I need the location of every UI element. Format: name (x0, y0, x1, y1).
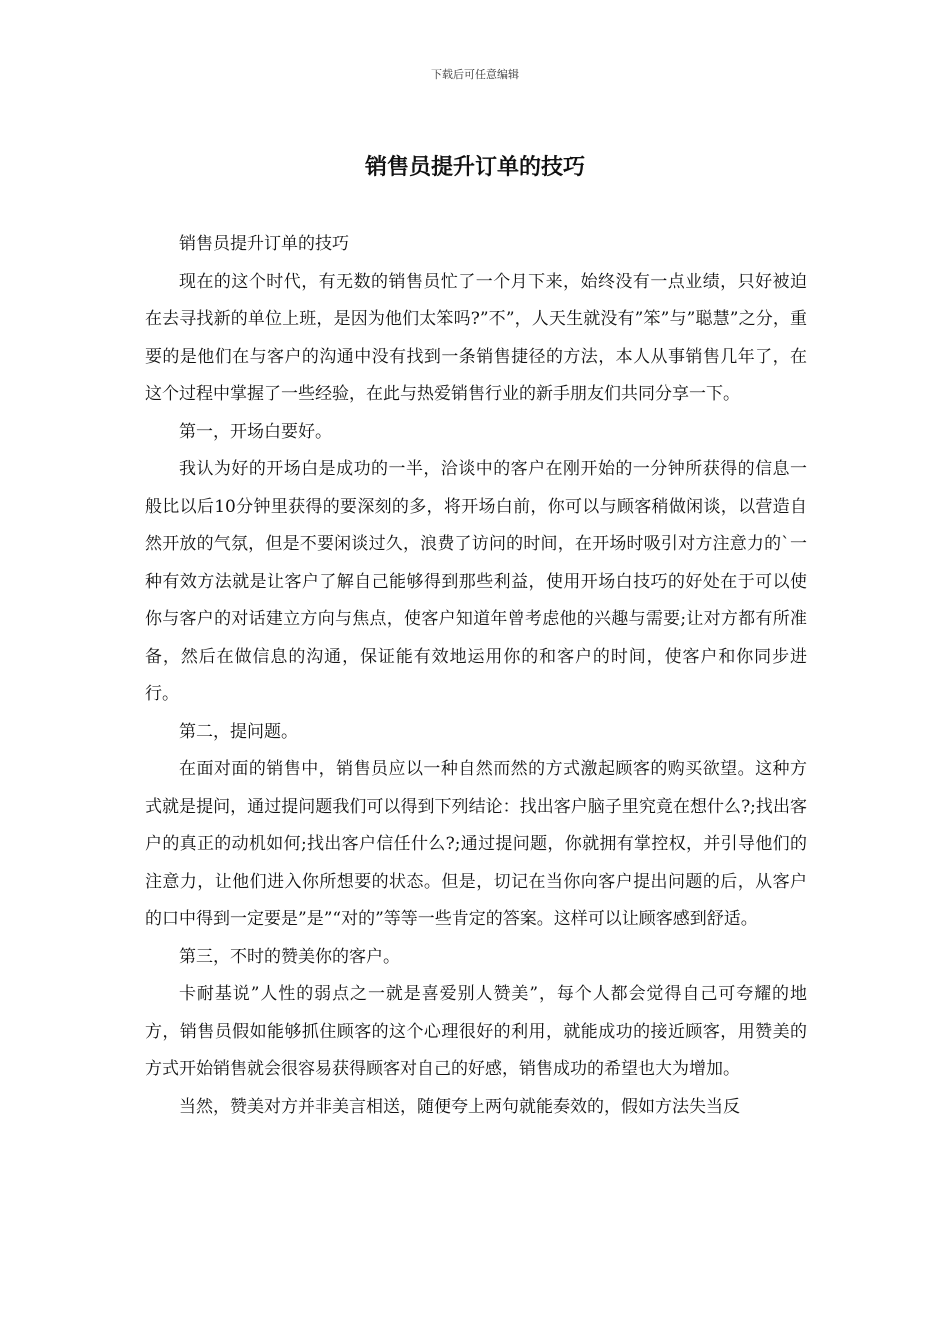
page-title: 销售员提升订单的技巧 (364, 154, 585, 180)
paragraph: 卡耐基说”人性的弱点之一就是喜爱别人赞美”，每个人都会觉得自己可夸耀的地方，销售员假如能够抓住顾客的这个心理很好的利用，就能成功的接近顾客，用赞美的方式开始销售就会很容易获得顾客对自己的好感，销售成功的希望也大为增加。 (145, 984, 807, 1079)
paragraph: 我认为好的开场白是成功的一半，洽谈中的客户在刚开始的一分钟所获得的信息一般比以后10分钟里获得的要深刻的多，将开场白前，你可以与顾客稍做闲谈，以营造自然开放的气氛，但是不要闲谈过久，浪费了访问的时间，在开场时吸引对方注意力的`一种有效方法就是让客户了解自己能够得到那些利益，使用开场白技巧的好处在于可以使你与客户的对话建立方向与焦点，使客户知道年曾考虑他的兴趣与需要;让对方都有所准备，然后在做信息的沟通，保证能有效地运用你的和客户的时间，使客户和你同步进行。 (145, 459, 807, 704)
paragraph: 第三，不时的赞美你的客户。 (179, 946, 400, 967)
paragraph: 销售员提升订单的技巧 (179, 234, 349, 254)
paragraph: 现在的这个时代，有无数的销售员忙了一个月下来，始终没有一点业绩，只好被迫在去寻找新的单位上班，是因为他们太笨吗?”不”，人天生就没有”笨”与”聪慧”之分，重要的是他们在与客户的沟通中没有找到一条销售捷径的方法，本人从事销售几年了，在这个过程中掌握了一些经验，在此与热爱销售行业的新手朋友们共同分享一下。 (145, 271, 807, 404)
paragraph: 第二，提问题。 (179, 721, 298, 742)
paragraph: 当然，赞美对方并非美言相送，随便夸上两句就能奏效的，假如方法失当反 (179, 1096, 740, 1117)
header-note: 下载后可任意编辑 (431, 68, 519, 81)
document-body (145, 226, 807, 1126)
paragraph: 在面对面的销售中，销售员应以一种自然而然的方式激起顾客的购买欲望。这种方式就是提问，通过提问题我们可以得到下列结论：找出客户脑子里究竟在想什么?;找出客户的真正的动机如何;找出客户信任什么?;通过提问题，你就拥有掌控权，并引导他们的注意力，让他们进入你所想要的状态。但是，切记在当你向客户提出问题的后，从客户的口中得到一定要是”是”“对的”等等一些肯定的答案。这样可以让顾客感到舒适。 (145, 759, 807, 929)
paragraph: 第一，开场白要好。 (179, 421, 332, 442)
